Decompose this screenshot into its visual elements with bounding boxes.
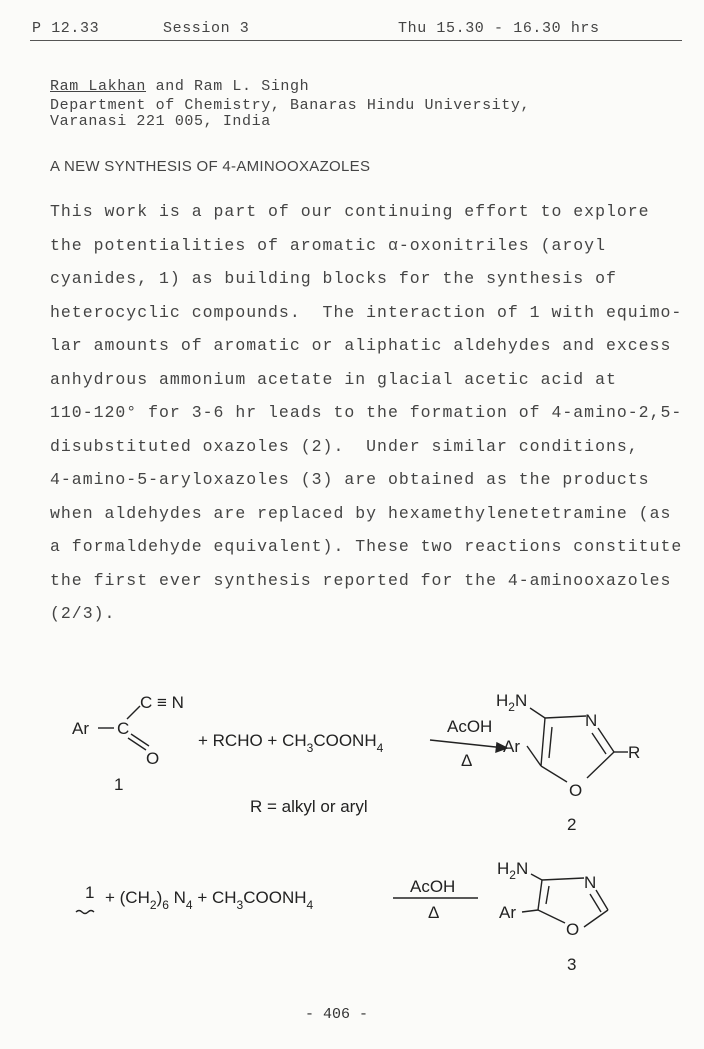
ring-oxygen: O <box>566 920 580 939</box>
abstract-line: the potentialities of aromatic α-oxonitriles (aroyl <box>50 235 606 255</box>
paper-title: A NEW SYNTHESIS OF 4-AMINOOXAZOLES <box>50 158 371 175</box>
ring-bond <box>587 752 614 778</box>
compound-label-1: 1 <box>114 775 124 794</box>
nitrile-group: C ≡ N <box>140 693 184 712</box>
reactants-2: + $(CH_2)_6$ $N_4$ + $CH_3COONH_4$ <box>105 888 314 912</box>
compound-label-2: 2 <box>567 815 577 834</box>
ring-nitrogen: N <box>584 873 597 892</box>
aryl-group: Ar <box>72 719 89 738</box>
abstract-line: 110-120° for 3-6 hr leads to the formation of 4-amino-2,5- <box>50 403 683 422</box>
ring-aryl: Ar <box>503 737 520 756</box>
heat-symbol: Δ <box>428 903 440 922</box>
tilde-underline <box>76 911 94 914</box>
scheme-2 <box>76 859 608 974</box>
reagent-acoh: AcOH <box>447 717 493 736</box>
ring-double-bond <box>549 727 552 758</box>
paper-id: P 12.33 <box>32 20 100 37</box>
r-group: R <box>628 743 641 762</box>
ring-aryl: Ar <box>499 903 516 922</box>
affiliation-line1: Department of Chemistry, Banaras Hindu University, <box>50 97 531 114</box>
ring-bond <box>541 718 545 766</box>
ring-bond <box>545 716 586 718</box>
compound-ref-1: 1 <box>85 883 95 902</box>
abstract-line: 4-amino-5-aryloxazoles (3) are obtained as the products <box>50 470 650 489</box>
abstract-line: the first ever synthesis reported for the 4-aminooxazoles <box>50 570 672 590</box>
bond <box>531 874 542 880</box>
abstract-line: heterocyclic compounds. The interaction of 1 with equimo- <box>50 302 683 322</box>
coauthor: and Ram L. Singh <box>146 78 310 95</box>
abstract-line: lar amounts of aromatic or aliphatic aldehydes and excess <box>50 336 672 355</box>
double-bond <box>131 734 149 746</box>
carbonyl-carbon: C <box>117 719 130 738</box>
compound-label-3: 3 <box>567 955 577 974</box>
double-bond <box>128 738 146 750</box>
bond <box>527 746 541 766</box>
ring-bond <box>584 910 608 927</box>
ring-bond <box>538 880 542 910</box>
ring-double-bond <box>546 886 549 904</box>
reagent-acoh: AcOH <box>410 877 456 896</box>
amino-group: $H_2N$ <box>496 691 528 714</box>
bond <box>127 706 140 719</box>
bond <box>530 708 545 718</box>
reactants: + RCHO + $CH_3COONH_4$ <box>198 731 384 755</box>
ring-bond <box>542 878 584 880</box>
heat-symbol: Δ <box>461 751 473 770</box>
ring-oxygen: O <box>569 781 583 800</box>
amino-group: $H_2N$ <box>497 859 529 882</box>
presenter-name: Ram Lakhan <box>50 78 147 95</box>
bond <box>522 910 538 912</box>
r-definition: R = alkyl or aryl <box>250 797 368 816</box>
reaction-arrow <box>430 740 505 748</box>
ring-bond <box>541 766 567 782</box>
page-number: - 406 - <box>305 1006 369 1023</box>
abstract-line: a formaldehyde equivalent). These two reactions constitute <box>50 537 683 556</box>
abstract-line: (2/3). <box>50 604 116 623</box>
abstract-line: disubstituted oxazoles (2). Under similar conditions, <box>50 436 639 456</box>
abstract-line: This work is a part of our continuing effort to explore <box>50 202 650 221</box>
ring-bond <box>538 910 565 923</box>
carbonyl-oxygen: O <box>146 749 160 768</box>
abstract-line: cyanides, 1) as building blocks for the synthesis of <box>50 269 617 288</box>
session-label: Session 3 <box>163 20 250 37</box>
session-time: Thu 15.30 - 16.30 hrs <box>398 20 600 37</box>
abstract-line: anhydrous ammonium acetate in glacial acetic acid at <box>50 369 617 389</box>
ring-nitrogen: N <box>585 711 598 730</box>
abstract-line: when aldehydes are replaced by hexamethylenetetramine (as <box>50 503 672 523</box>
ring-bond <box>598 728 614 752</box>
scheme-1 <box>72 691 640 834</box>
affiliation-line2: Varanasi 221 005, India <box>50 113 271 130</box>
